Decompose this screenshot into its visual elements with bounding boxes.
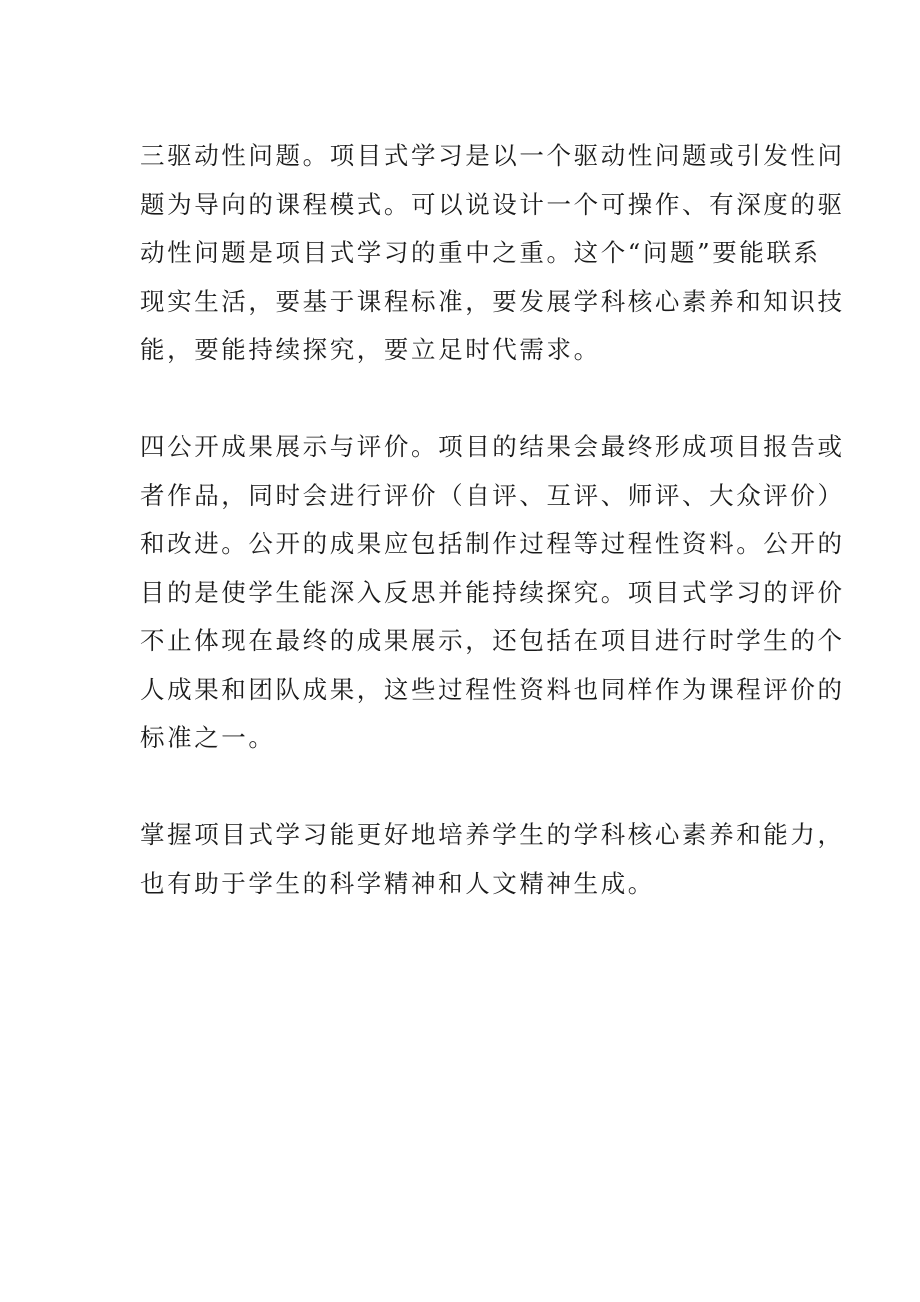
paragraph-spacer [140,763,785,812]
text-line: 题为导向的课程模式。可以说设计一个可操作、有深度的驱 [140,189,845,219]
text-line: 目的是使学生能深入反思并能持续探究。项目式学习的评价 [140,577,845,607]
paragraph-public-results [140,423,845,763]
paragraph-conclusion [140,811,845,908]
text-line: 者作品，同时会进行评价（自评、互评、师评、大众评价） [140,480,845,510]
document-body [140,132,845,908]
text-line: 四公开成果展示与评价。项目的结果会最终形成项目报告或 [140,432,845,461]
text-line: 和改进。公开的成果应包括制作过程等过程性资料。公开的 [140,529,845,558]
text-line: 现实生活，要基于课程标准，要发展学科核心素养和知识技 [140,286,845,316]
text-line: 三驱动性问题。项目式学习是以一个驱动性问题或引发性问 [140,141,845,170]
paragraph-driving-question [140,132,845,375]
text-line: 能，要能持续探究，要立足时代需求。 [140,335,601,364]
text-line: 人成果和团队成果，这些过程性资料也同样作为课程评价的 [140,674,845,704]
text-line: 动性问题是项目式学习的重中之重。这个“问题”要能联系 [140,238,821,267]
text-line: 不止体现在最终的成果展示，还包括在项目进行时学生的个 [140,626,845,655]
text-line: 掌握项目式学习能更好地培养学生的学科核心素养和能力， [140,820,845,849]
text-line: 也有助于学生的科学精神和人文精神生成。 [140,868,655,898]
text-line: 标准之一。 [140,723,276,752]
paragraph-spacer [140,375,785,424]
